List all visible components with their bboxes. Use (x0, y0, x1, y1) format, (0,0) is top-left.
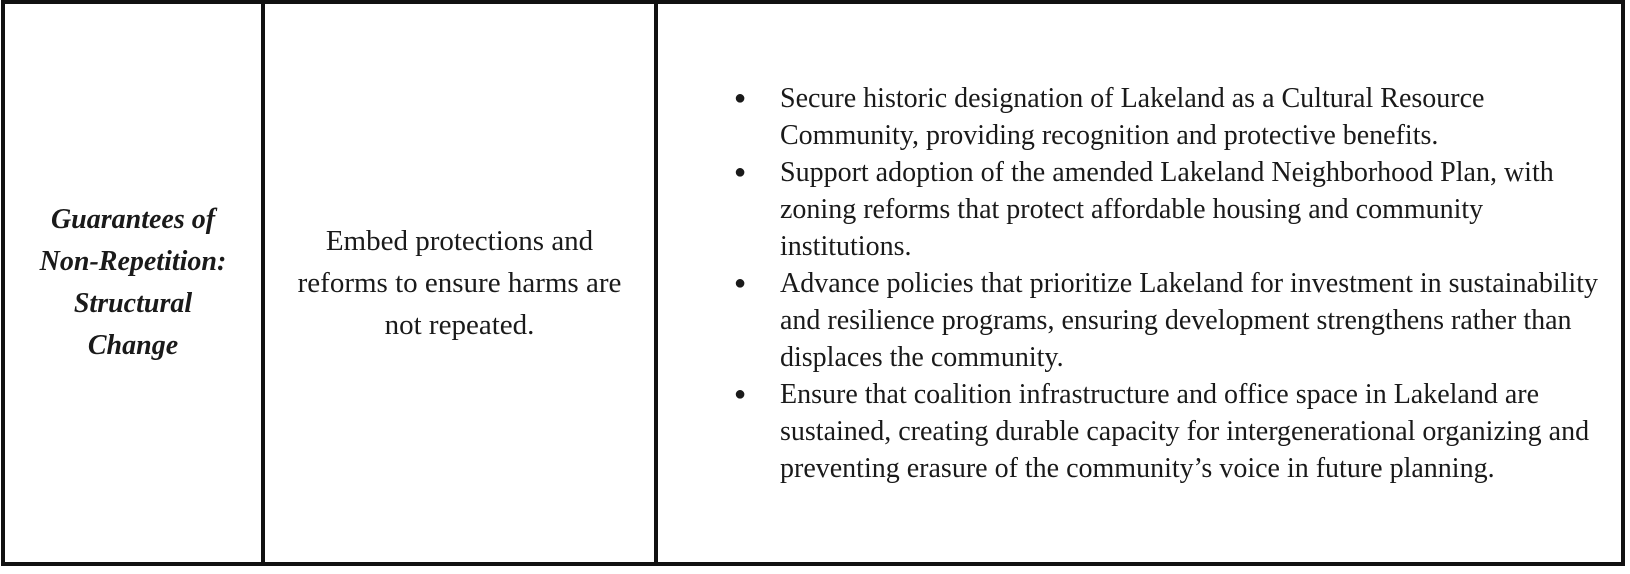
category-cell (5, 4, 261, 562)
action-text: Secure historic designation of Lakeland as a Cultural Resource Community, providing recognition and protective benefits. (780, 82, 1485, 151)
bullet-icon: ● (733, 160, 747, 183)
category-line: Change (87, 330, 179, 361)
list-item (730, 80, 1610, 154)
category-line: Guarantees of (50, 204, 216, 235)
reparations-table (1, 0, 1625, 566)
category-line: Non-Repetition: (39, 246, 227, 277)
list-item (730, 154, 1610, 265)
action-text: Advance policies that prioritize Lakeland for investment in sustainability and resilience programs, ensuring development strengthens rather than displaces the community. (780, 267, 1598, 373)
bullet-icon: ● (733, 271, 747, 294)
purpose-text: Embed protections and reforms to ensure harms are not repeated. (297, 225, 622, 341)
actions-list (658, 80, 1610, 487)
category-heading (18, 199, 248, 367)
category-line: Structural (73, 288, 193, 319)
list-item (730, 265, 1610, 376)
purpose-cell (261, 4, 654, 562)
action-text: Ensure that coalition infrastructure and office space in Lakeland are sustained, creating durable capacity for intergenerational organizing and preventing erasure of the community’s voice in future planning. (780, 378, 1590, 484)
bullet-icon: ● (733, 86, 747, 109)
list-item (730, 376, 1610, 487)
action-text: Support adoption of the amended Lakeland Neighborhood Plan, with zoning reforms that protect affordable housing and community institutions. (780, 156, 1554, 262)
actions-cell (654, 4, 1621, 562)
bullet-icon: ● (733, 382, 747, 405)
